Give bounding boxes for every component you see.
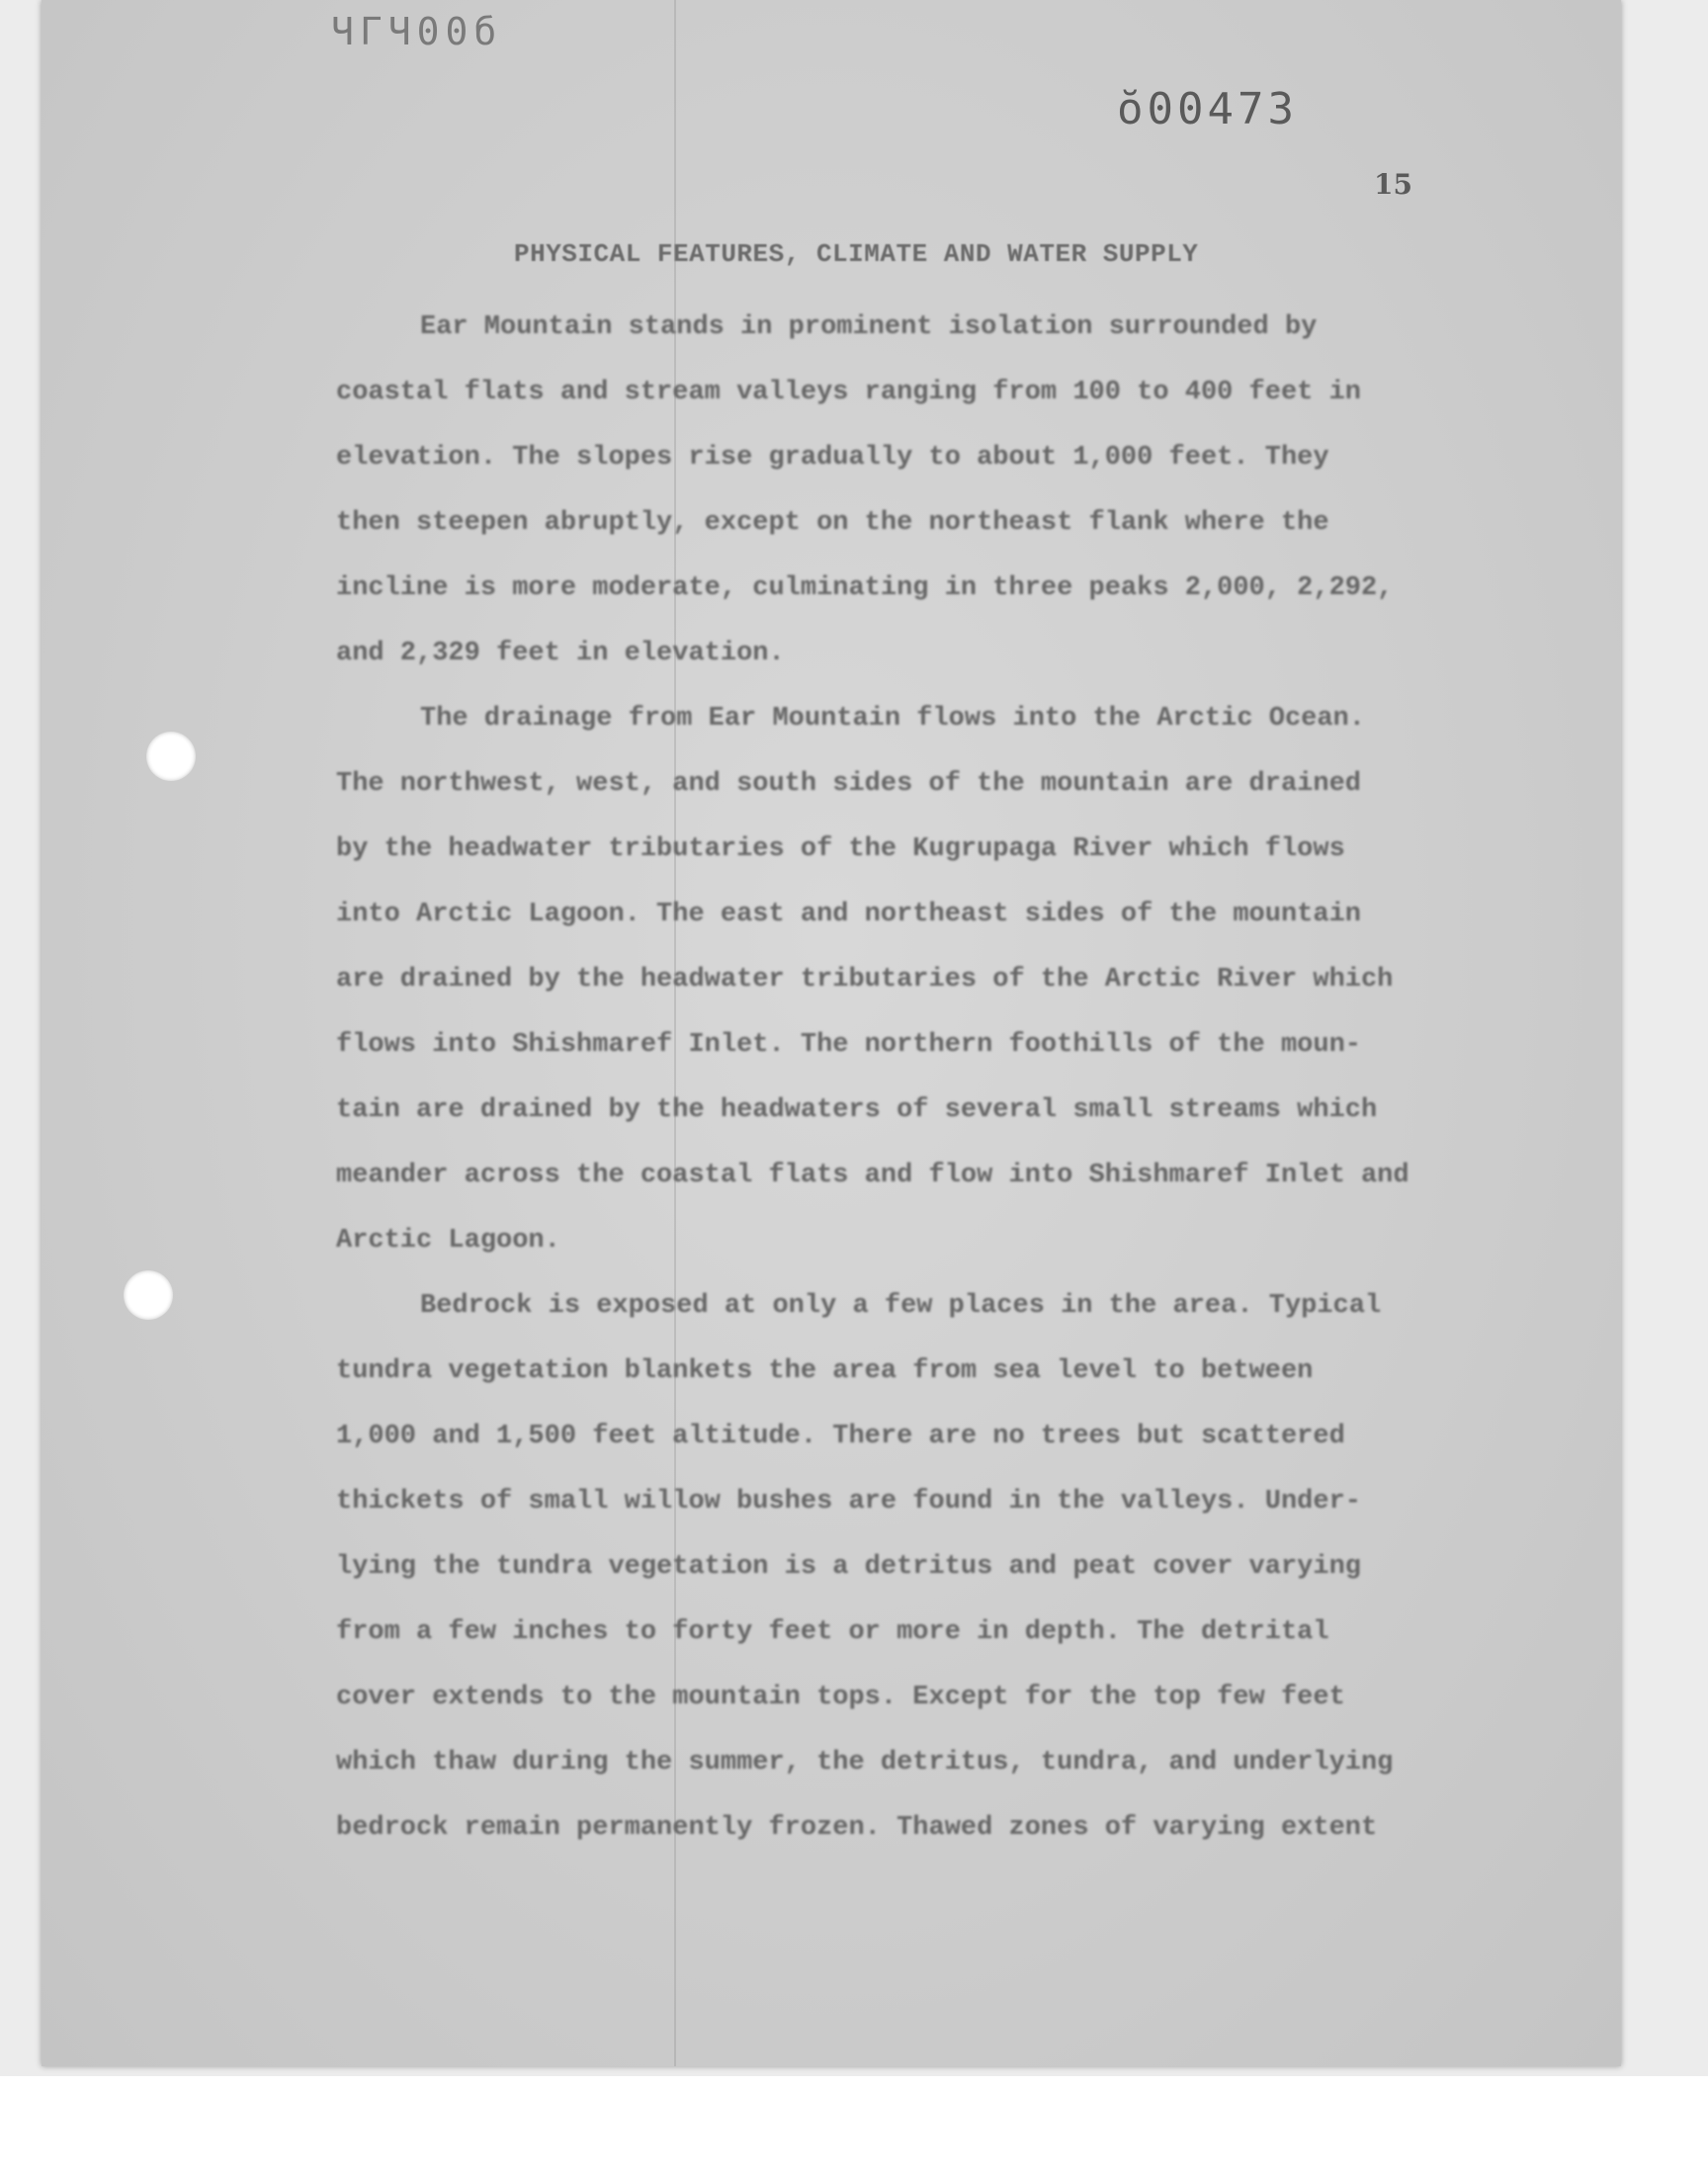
body-text: [336, 295, 1453, 1861]
document-stamp-number: ŏ00473: [1117, 84, 1298, 134]
text-line: into Arctic Lagoon. The east and northeast sides of the mountain: [336, 900, 1361, 929]
paragraph-bedrock: [336, 1273, 1453, 1861]
text-line: lying the tundra vegetation is a detritus and peat cover varying: [336, 1552, 1361, 1582]
page-number: 15: [1374, 168, 1412, 201]
text-line: from a few inches to forty feet or more in depth. The detrital: [336, 1617, 1329, 1647]
text-line: flows into Shishmaref Inlet. The northern foothills of the moun-: [336, 1030, 1361, 1060]
text-line: and 2,329 feet in elevation.: [336, 639, 785, 668]
text-line: cover extends to the mountain tops. Except for the top few feet: [336, 1683, 1345, 1712]
text-line: thickets of small willow bushes are found in the valleys. Under-: [336, 1487, 1361, 1517]
text-line: tain are drained by the headwaters of several small streams which: [336, 1095, 1378, 1125]
text-line: coastal flats and stream valleys ranging from 100 to 400 feet in: [336, 378, 1361, 407]
text-line: are drained by the headwater tributaries of the Arctic River which: [336, 965, 1394, 995]
top-stamp-code: ЧГЧ00б: [331, 10, 503, 53]
section-heading: PHYSICAL FEATURES, CLIMATE AND WATER SUPPLY: [514, 239, 1199, 269]
paragraph-drainage: [336, 686, 1453, 1273]
text-line: The drainage from Ear Mountain flows into the Arctic Ocean.: [420, 704, 1365, 734]
text-line: by the headwater tributaries of the Kugrupaga River which flows: [336, 834, 1345, 864]
text-line: The northwest, west, and south sides of the mountain are drained: [336, 769, 1361, 799]
text-line: then steepen abruptly, except on the northeast flank where the: [336, 508, 1329, 538]
punch-hole-lower: [124, 1270, 173, 1320]
text-line: 1,000 and 1,500 feet altitude. There are no trees but scattered: [336, 1422, 1345, 1451]
paragraph-elevation: [336, 295, 1453, 686]
text-line: Ear Mountain stands in prominent isolation surrounded by: [420, 312, 1318, 342]
text-line: Bedrock is exposed at only a few places in the area. Typical: [420, 1291, 1382, 1321]
text-line: meander across the coastal flats and flow into Shishmaref Inlet and: [336, 1161, 1409, 1190]
text-line: incline is more moderate, culminating in three peaks 2,000, 2,292,: [336, 573, 1394, 603]
text-line: bedrock remain permanently frozen. Thawed zones of varying extent: [336, 1813, 1378, 1843]
text-line: which thaw during the summer, the detritus, tundra, and underlying: [336, 1748, 1394, 1778]
text-line: Arctic Lagoon.: [336, 1226, 560, 1256]
text-line: elevation. The slopes rise gradually to about 1,000 feet. They: [336, 443, 1329, 473]
punch-hole-upper: [146, 732, 196, 781]
text-line: tundra vegetation blankets the area from sea level to between: [336, 1356, 1314, 1386]
